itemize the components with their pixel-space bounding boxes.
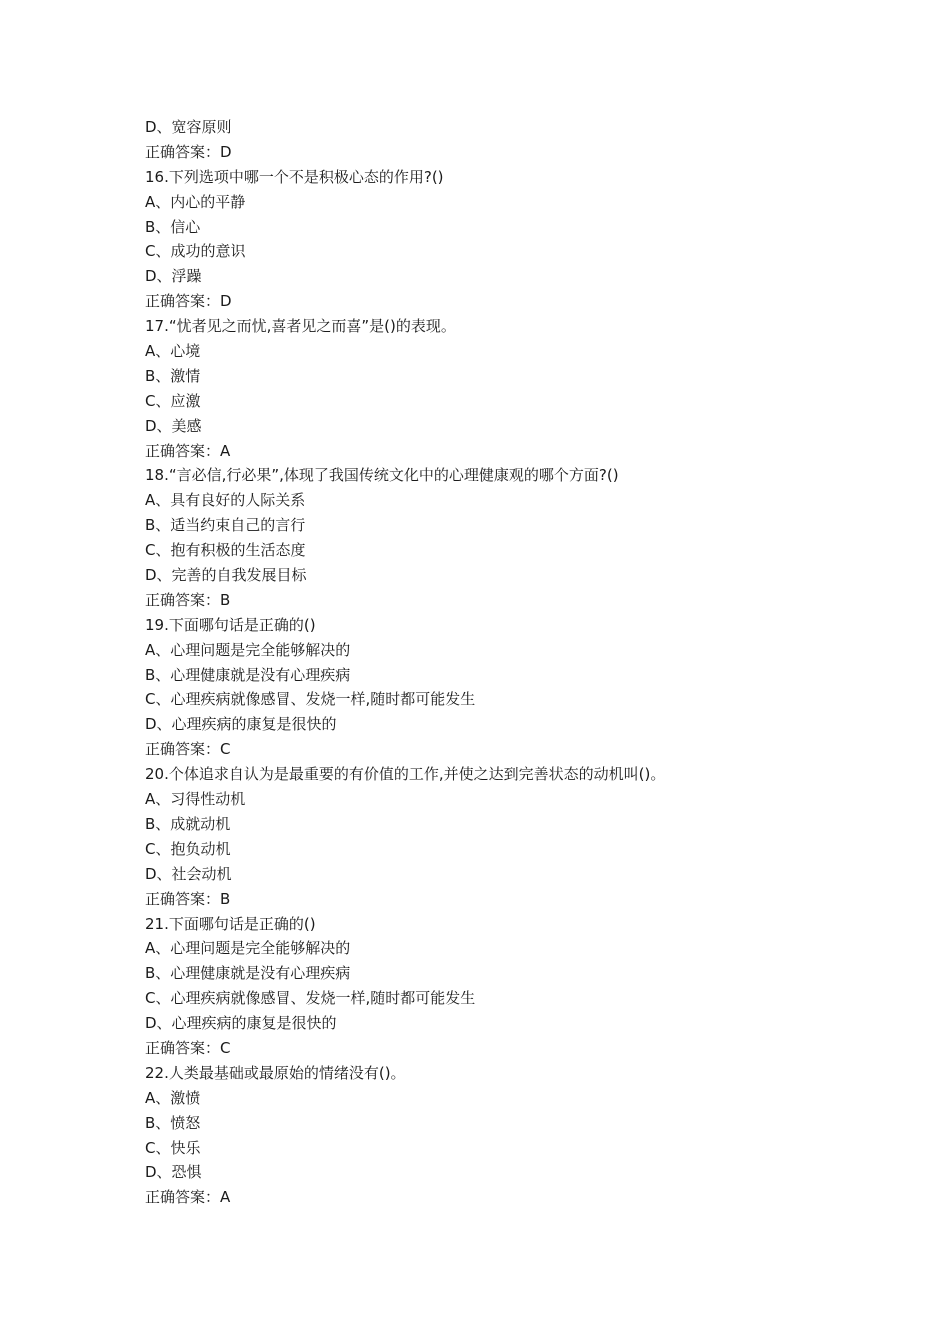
answer-line: 正确答案：A [145,441,231,460]
option-line: C、应激 [145,391,201,410]
option-line: B、激情 [145,366,201,385]
option-line: D、恐惧 [145,1163,202,1182]
option-line: B、成就动机 [145,814,231,833]
option-line: B、愤怒 [145,1113,201,1132]
answer-line: 正确答案：C [145,740,231,759]
option-line: C、成功的意识 [145,242,246,261]
option-line: B、心理健康就是没有心理疾病 [145,665,351,684]
option-line: D、心理疾病的康复是很快的 [145,1014,337,1033]
option-line: D、浮躁 [145,267,202,286]
question-line: 20.个体追求自认为是最重要的有价值的工作,并使之达到完善状态的动机叫()。 [145,765,666,784]
option-line: D、宽容原则 [145,118,232,136]
option-line: D、社会动机 [145,864,232,883]
option-line: C、抱有积极的生活态度 [145,541,306,560]
question-line: 17.“忧者见之而忧,喜者见之而喜”是()的表现。 [145,317,456,336]
option-line: A、心境 [145,342,201,361]
question-line: 19.下面哪句话是正确的() [145,615,316,634]
option-line: C、心理疾病就像感冒、发烧一样,随时都可能发生 [145,989,476,1008]
option-line: C、抱负动机 [145,839,231,858]
answer-line: 正确答案：A [145,1188,231,1207]
option-line: A、激愤 [145,1088,201,1107]
option-line: D、心理疾病的康复是很快的 [145,715,337,734]
option-line: A、内心的平静 [145,192,246,211]
option-line: B、信心 [145,217,201,236]
answer-line: 正确答案：B [145,889,231,908]
option-line: A、心理问题是完全能够解决的 [145,640,351,659]
question-line: 18.“言必信,行必果”,体现了我国传统文化中的心理健康观的哪个方面?() [145,466,619,485]
option-line: B、适当约束自己的言行 [145,516,306,535]
option-line: C、心理疾病就像感冒、发烧一样,随时都可能发生 [145,690,476,709]
question-line: 16.下列选项中哪一个不是积极心态的作用?() [145,167,444,186]
option-line: A、心理问题是完全能够解决的 [145,939,351,958]
answer-line: 正确答案：C [145,1038,231,1057]
answer-line: 正确答案：B [145,590,231,609]
option-line: B、心理健康就是没有心理疾病 [145,964,351,983]
option-line: A、具有良好的人际关系 [145,491,306,510]
question-line: 22.人类最基础或最原始的情绪没有()。 [145,1063,406,1082]
question-line: 21.下面哪句话是正确的() [145,914,316,933]
option-line: D、美感 [145,416,202,435]
option-line: C、快乐 [145,1138,201,1157]
option-line: A、习得性动机 [145,790,246,809]
document-page [145,115,905,1210]
answer-line: 正确答案：D [145,292,232,311]
option-line: D、完善的自我发展目标 [145,566,307,585]
answer-line: 正确答案：D [145,142,232,161]
